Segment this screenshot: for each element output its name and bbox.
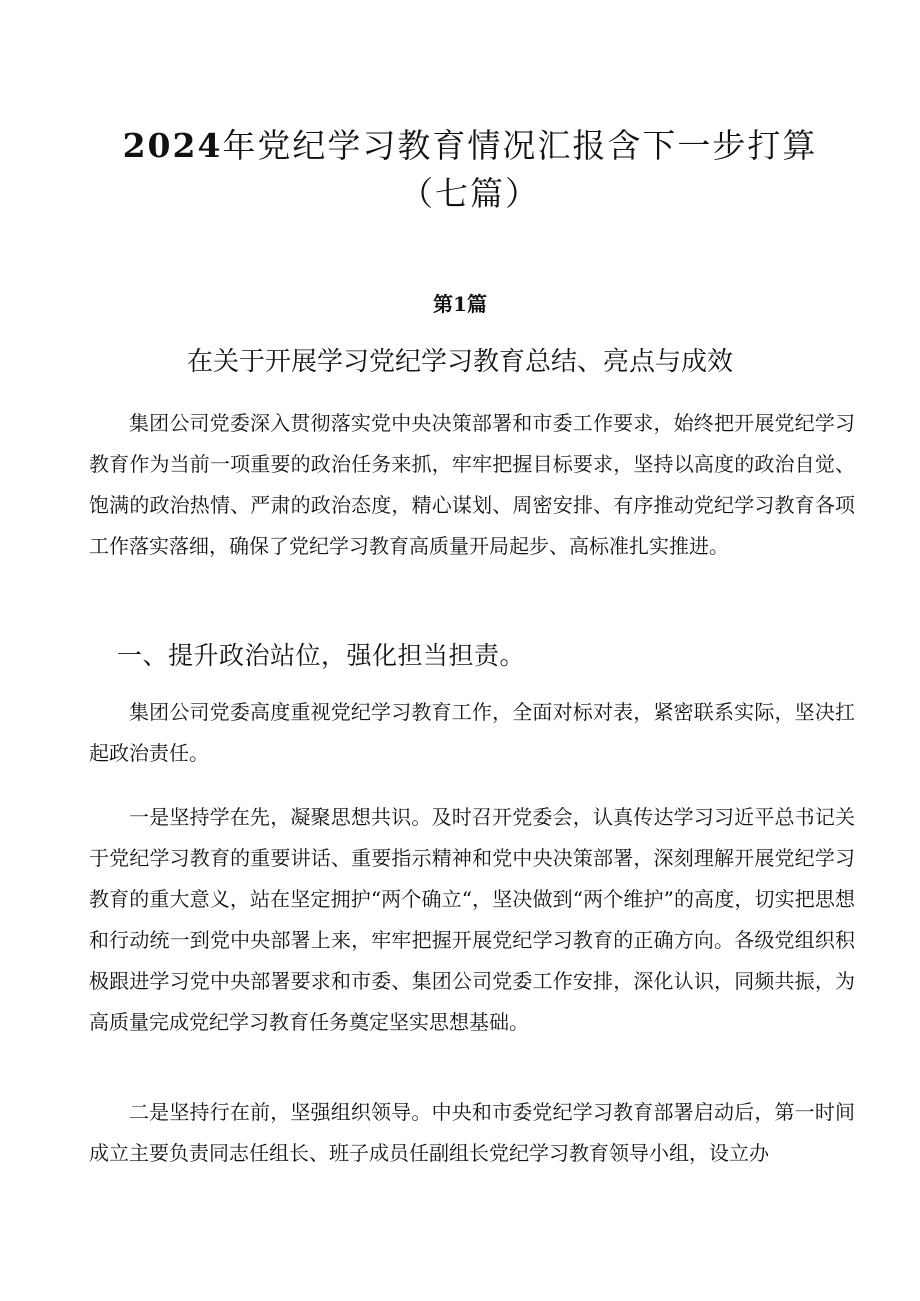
point-1-paragraph: 一是坚持学在先，凝聚思想共识。及时召开党委会，认真传达学习习近平总书记关于党纪学习教育的重要讲话、重要指示精神和党中央决策部署，深刻理解开展党纪学习教育的重大意义，站在坚定拥护“两个确立“，坚决做到“两个维护”的高度，切实把思想和行动统一到党中央部署上来，牢牢把握开展党纪学习教育的正确方向。各级党组织积极跟进学习党中央部署要求和市委、集团公司党委工作安排，深化认识，同频共振，为高质量完成党纪学习教育任务奠定坚实思想基础。 [89, 805, 855, 1034]
document-title [110, 122, 830, 218]
chapter-title: 在关于开展学习党纪学习教育总结、亮点与成效 [186, 347, 733, 377]
document-title-year: 2024 [122, 126, 223, 165]
section-paragraph: 集团公司党委高度重视党纪学习教育工作，全面对标对表，紧密联系实际，坚决扛起政治责任。 [89, 700, 855, 765]
point-2-paragraph: 二是坚持行在前，坚强组织领导。中央和市委党纪学习教育部署启动后，第一时间成立主要负责同志任组长、班子成员任副组长党纪学习教育领导小组，设立办 [89, 1100, 855, 1165]
chapter-label: 第1篇 [433, 292, 487, 316]
document-title-text: 年党纪学习教育情况汇报含下一步打算（七篇） [222, 126, 818, 213]
intro-paragraph: 集团公司党委深入贯彻落实党中央决策部署和市委工作要求，始终把开展党纪学习教育作为当前一项重要的政治任务来抓，牢牢把握目标要求，坚持以高度的政治自觉、饱满的政治热情、严肃的政治态度，精心谋划、周密安排、有序推动党纪学习教育各项工作落实落细，确保了党纪学习教育高质量开局起步、高标准扎实推进。 [89, 411, 855, 558]
section-heading: 一、提升政治站位，强化担当担责。 [117, 641, 526, 670]
